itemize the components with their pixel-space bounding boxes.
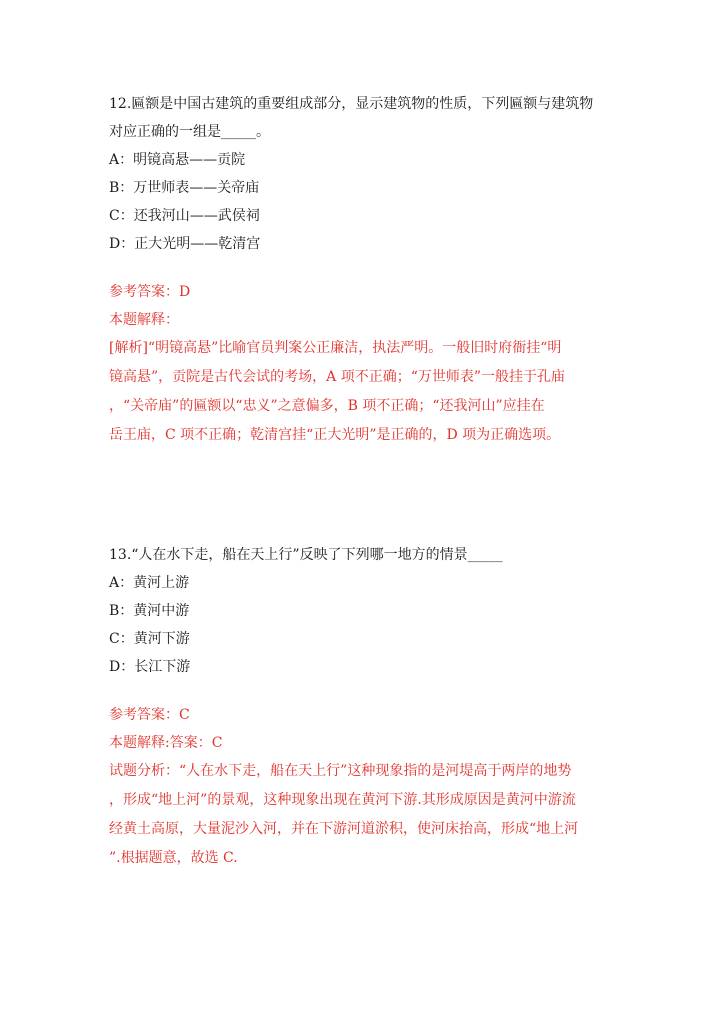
explanation-line: ，“关帝庙”的匾额以“忠义”之意偏多，B 项不正确；“还我河山”应挂在: [109, 398, 545, 414]
stem-line: 12.匾额是中国古建筑的重要组成部分，显示建筑物的性质，下列匾额与建筑物: [109, 96, 594, 112]
explanation-line: [解析]“明镜高悬”比喻官员判案公正廉洁，执法严明。一般旧时府衙挂“明: [109, 340, 562, 356]
reference-answer: 参考答案：D: [109, 284, 191, 300]
explanation-line: 试题分析：“人在水下走，船在天上行”这种现象指的是河堤高于两岸的地势: [109, 763, 572, 779]
stem-line: 13.“人在水下走，船在天上行”反映了下列哪一地方的情景_____: [109, 547, 503, 563]
option-b: B：万世师表——关帝庙: [109, 180, 260, 196]
explanation-title: 本题解释:答案：C: [109, 735, 223, 751]
question-stem: [109, 90, 619, 146]
options-list: [109, 146, 619, 258]
stem-line: 对应正确的一组是_____。: [109, 124, 270, 140]
option-c: C：黄河下游: [109, 631, 190, 647]
question-13: [109, 541, 619, 873]
explanation-title: 本题解释：: [109, 312, 179, 328]
explanation-line: 镜高悬”，贡院是古代会试的考场，A 项不正确；“万世师表”一般挂于孔庙: [109, 369, 566, 385]
answer-block: [109, 701, 619, 873]
explanation-line: ，形成“地上河”的景观，这种现象出现在黄河下游.其形成原因是黄河中游流: [109, 792, 576, 808]
option-c: C：还我河山——武侯祠: [109, 208, 260, 224]
reference-answer: 参考答案：C: [109, 707, 190, 723]
explanation-line: 经黄土高原，大量泥沙入河，并在下游河道淤积，使河床抬高，形成“地上河: [109, 821, 579, 837]
option-d: D：正大光明——乾清宫: [109, 236, 261, 252]
question-stem: [109, 541, 619, 569]
question-12: [109, 90, 619, 450]
options-list: [109, 569, 619, 681]
answer-block: [109, 278, 619, 450]
option-b: B：黄河中游: [109, 603, 190, 619]
explanation-line: 岳王庙，C 项不正确；乾清宫挂“正大光明”是正确的，D 项为正确选项。: [109, 427, 561, 443]
option-a: A：明镜高悬——贡院: [109, 152, 246, 168]
option-a: A：黄河上游: [109, 575, 190, 591]
option-d: D：长江下游: [109, 659, 191, 675]
explanation-line: ”.根据题意，故选 C.: [109, 850, 238, 866]
